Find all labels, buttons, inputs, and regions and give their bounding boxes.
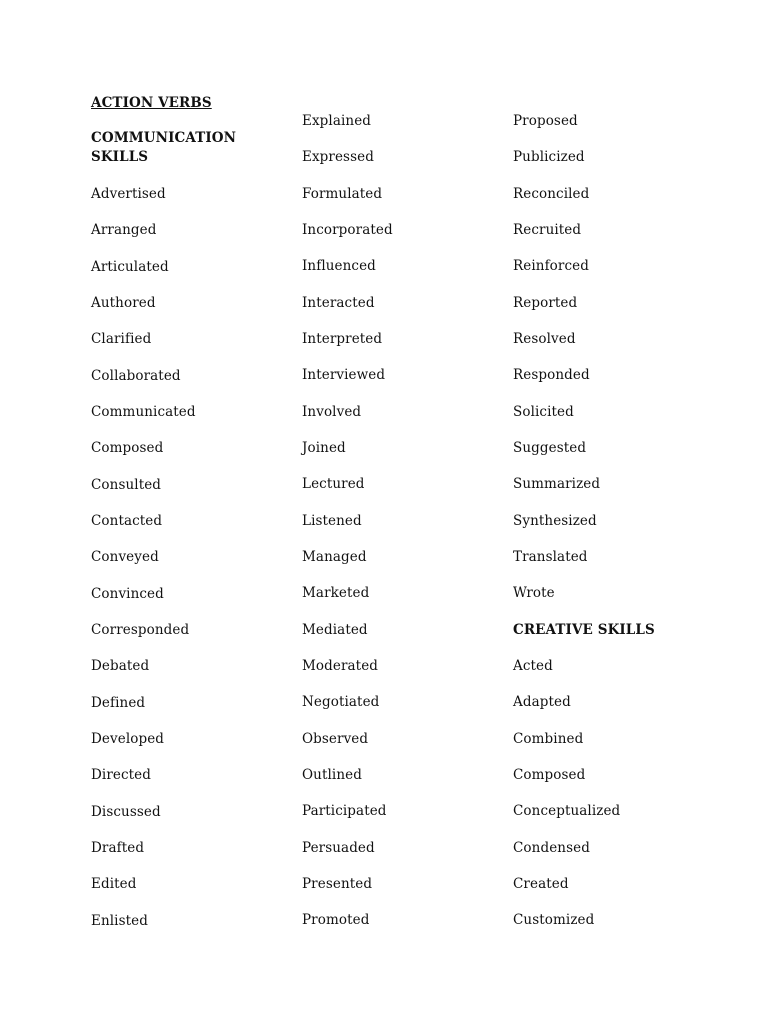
verb-item: Adapted xyxy=(513,694,571,711)
verb-item: Involved xyxy=(302,403,362,420)
verb-item: Reported xyxy=(513,294,578,311)
verb-item: Composed xyxy=(513,766,586,783)
verb-item: Edited xyxy=(91,876,137,893)
verb-item: Composed xyxy=(91,440,164,457)
verb-item: Observed xyxy=(302,730,369,747)
verb-item: Corresponded xyxy=(91,622,190,638)
verb-item: Translated xyxy=(513,549,588,565)
verb-item: Publicized xyxy=(513,149,585,166)
verb-item: Arranged xyxy=(91,222,157,239)
verb-item: Enlisted xyxy=(91,912,148,929)
verb-item: Communicated xyxy=(91,404,196,420)
verb-item: Condensed xyxy=(513,839,590,856)
verb-item: Managed xyxy=(302,549,367,565)
verb-item: Proposed xyxy=(513,113,578,129)
verb-item: Interpreted xyxy=(302,331,383,347)
verb-item: Authored xyxy=(91,295,156,311)
heading-creative-skills: CREATIVE SKILLS xyxy=(513,621,655,638)
verb-item: Combined xyxy=(513,730,584,747)
verb-item: Participated xyxy=(302,803,387,820)
verb-item: Acted xyxy=(513,658,553,674)
verb-item: Consulted xyxy=(91,476,162,493)
document-title: ACTION VERBS xyxy=(91,95,212,111)
verb-item: Reconciled xyxy=(513,185,590,202)
verb-item: Formulated xyxy=(302,185,383,202)
verb-item: Interviewed xyxy=(302,367,386,384)
verb-item: Promoted xyxy=(302,912,370,929)
verb-item: Marketed xyxy=(302,585,370,602)
verb-item: Responded xyxy=(513,367,590,384)
verb-item: Incorporated xyxy=(302,222,393,238)
verb-item: Influenced xyxy=(302,258,376,275)
verb-item: Defined xyxy=(91,694,146,711)
verb-item: Articulated xyxy=(91,258,169,275)
verb-item: Contacted xyxy=(91,513,163,529)
verb-item: Developed xyxy=(91,730,165,747)
verb-item: Negotiated xyxy=(302,694,380,711)
verb-item: Explained xyxy=(302,113,372,129)
verb-item: Customized xyxy=(513,912,595,929)
verb-item: Mediated xyxy=(302,621,368,638)
verb-item: Reinforced xyxy=(513,258,589,275)
verb-item: Recruited xyxy=(513,222,582,238)
verb-item: Moderated xyxy=(302,657,379,674)
verb-item: Drafted xyxy=(91,839,145,856)
verb-item: Advertised xyxy=(91,186,166,202)
verb-item: Joined xyxy=(302,440,346,456)
verb-item: Conveyed xyxy=(91,549,159,566)
verb-item: Lectured xyxy=(302,476,365,493)
verb-item: Persuaded xyxy=(302,839,375,856)
verb-item: Created xyxy=(513,875,569,892)
verb-item: Discussed xyxy=(91,803,161,820)
verb-item: Presented xyxy=(302,875,373,892)
verb-item: Summarized xyxy=(513,476,601,493)
verb-item: Interacted xyxy=(302,294,375,311)
verb-item: Synthesized xyxy=(513,512,597,529)
verb-item: Wrote xyxy=(513,585,555,602)
heading-communication-skills: COMMUNICATION SKILLS xyxy=(91,130,237,165)
verb-item: Debated xyxy=(91,658,150,675)
verb-item: Suggested xyxy=(513,440,587,456)
verb-item: Listened xyxy=(302,512,362,529)
verb-item: Resolved xyxy=(513,331,576,347)
verb-item: Directed xyxy=(91,767,152,784)
verb-item: Expressed xyxy=(302,149,374,166)
verb-item: Conceptualized xyxy=(513,803,621,820)
verb-item: Collaborated xyxy=(91,367,181,384)
verb-item: Clarified xyxy=(91,331,152,348)
verb-item: Convinced xyxy=(91,585,164,602)
verb-item: Outlined xyxy=(302,766,362,783)
verb-item: Solicited xyxy=(513,403,574,420)
